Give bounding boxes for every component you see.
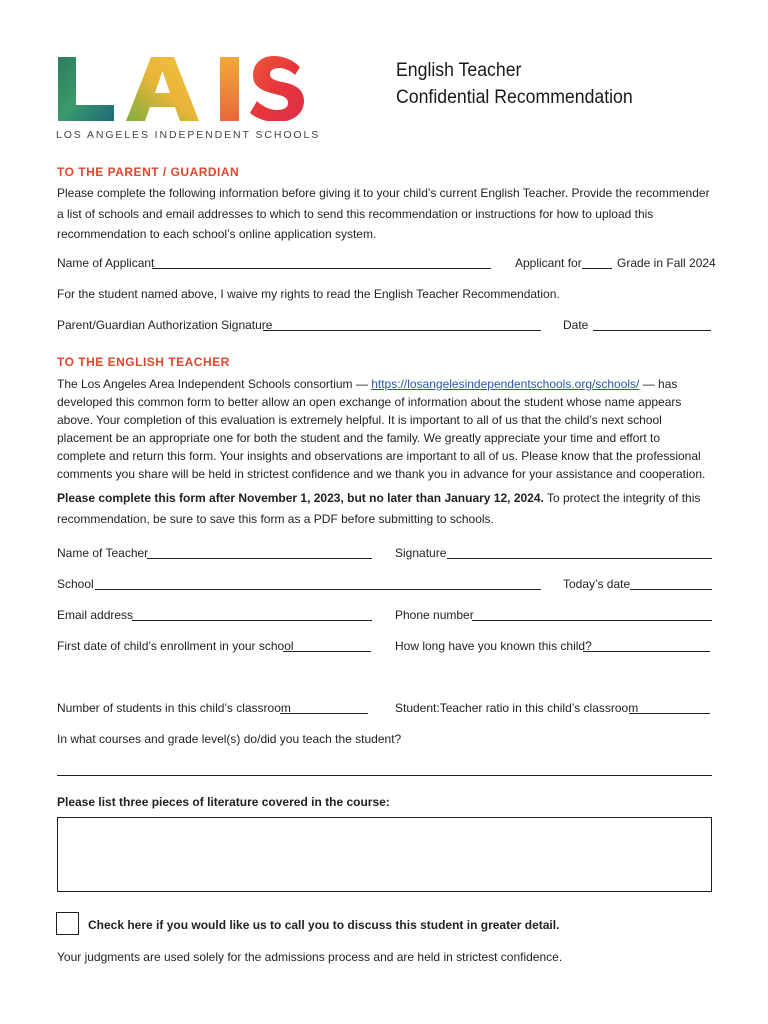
call-me-label: Check here if you would like us to call you to discuss this student in greater detail. — [88, 918, 560, 932]
school-field[interactable] — [95, 589, 541, 590]
teacher-name-label: Name of Teacher — [57, 546, 149, 560]
enrollment-date-label: First date of child’s enrollment in your school — [57, 639, 294, 653]
logo-subtitle: LOS ANGELES INDEPENDENT SCHOOLS — [56, 129, 321, 141]
lais-logo — [56, 55, 321, 145]
logo-letter-s — [250, 56, 304, 121]
title-line-1: English Teacher — [396, 60, 522, 81]
email-field[interactable] — [132, 620, 372, 621]
todays-date-label: Today’s date — [563, 577, 631, 591]
ratio-field[interactable] — [629, 713, 710, 714]
ratio-label: Student:Teacher ratio in this child’s classroom — [395, 701, 639, 715]
email-label: Email address — [57, 608, 134, 622]
document-title — [396, 57, 633, 111]
grade-label: Grade in Fall 2024 — [617, 256, 716, 270]
literature-textarea[interactable] — [57, 817, 712, 892]
literature-label: Please list three pieces of literature covered in the course: — [57, 795, 390, 809]
num-students-field[interactable] — [280, 713, 368, 714]
applicant-for-label: Applicant for — [515, 256, 582, 270]
confidentiality-note: Your judgments are used solely for the admissions process and are held in strictest confidence. — [57, 950, 563, 964]
call-me-checkbox[interactable] — [56, 912, 79, 935]
applicant-name-field[interactable] — [152, 268, 491, 269]
courses-answer-line[interactable] — [57, 775, 712, 776]
teacher-intro-rest: — has developed this common form to better allow an open exchange of information about the student whose name appears above. Your completion of this evaluation is extremely helpful. It is important to all of us that the child’s next school placement be an appropriate one for both the student and the family. We greatly appreciate your time and effort to complete and return this form. Your insights and observations are important to all of us. Please know that the professional comments you share will be held in strictest confidence and we thank you in advance for your assistance and cooperation. — [57, 377, 706, 481]
parent-section-heading: TO THE PARENT / GUARDIAN — [57, 165, 240, 179]
logo-letter-l — [58, 57, 114, 121]
deadline-note — [57, 488, 712, 530]
known-duration-label: How long have you known this child? — [395, 639, 592, 653]
teacher-name-field[interactable] — [147, 558, 372, 559]
school-label: School — [57, 577, 94, 591]
teacher-section-heading: TO THE ENGLISH TEACHER — [57, 355, 230, 369]
deadline-bold: Please complete this form after November 1, 2023, but no later than January 12, 2024. — [57, 491, 544, 505]
deadline-rest: To protect the integrity of this recommendation, be sure to save this form as a PDF before submitting to schools. — [57, 491, 701, 526]
teacher-signature-field[interactable] — [447, 558, 712, 559]
teacher-signature-label: Signature — [395, 546, 447, 560]
todays-date-field[interactable] — [630, 589, 712, 590]
logo-letter-a — [126, 57, 199, 121]
known-duration-field[interactable] — [583, 651, 710, 652]
teacher-intro-start: The Los Angeles Area Independent Schools consortium — — [57, 377, 372, 391]
applicant-name-label: Name of Applicant — [57, 256, 155, 270]
phone-label: Phone number — [395, 608, 474, 622]
courses-question: In what courses and grade level(s) do/did you teach the student? — [57, 732, 402, 746]
parent-date-label: Date — [563, 318, 589, 332]
phone-field[interactable] — [472, 620, 712, 621]
num-students-label: Number of students in this child’s classroom — [57, 701, 291, 715]
title-line-2: Confidential Recommendation — [396, 87, 633, 108]
parent-signature-field[interactable] — [263, 330, 541, 331]
teacher-intro — [57, 375, 712, 483]
parent-signature-label: Parent/Guardian Authorization Signature — [57, 318, 273, 332]
parent-intro: Please complete the following information before giving it to your child’s current English Teacher. Provide the recommender a list of schools and email addresses to which to send this recommendation or instructions for how to upload this recommendation to each school’s online application system. — [57, 186, 710, 241]
enrollment-date-field[interactable] — [283, 651, 371, 652]
logo-letter-i — [220, 57, 239, 121]
grade-field[interactable] — [582, 268, 612, 269]
parent-date-field[interactable] — [593, 330, 711, 331]
consortium-link[interactable]: https://losangelesindependentschools.org/schools/ — [371, 377, 640, 391]
lais-logo-letters — [56, 55, 308, 121]
waiver-text: For the student named above, I waive my rights to read the English Teacher Recommendation. — [57, 287, 560, 301]
